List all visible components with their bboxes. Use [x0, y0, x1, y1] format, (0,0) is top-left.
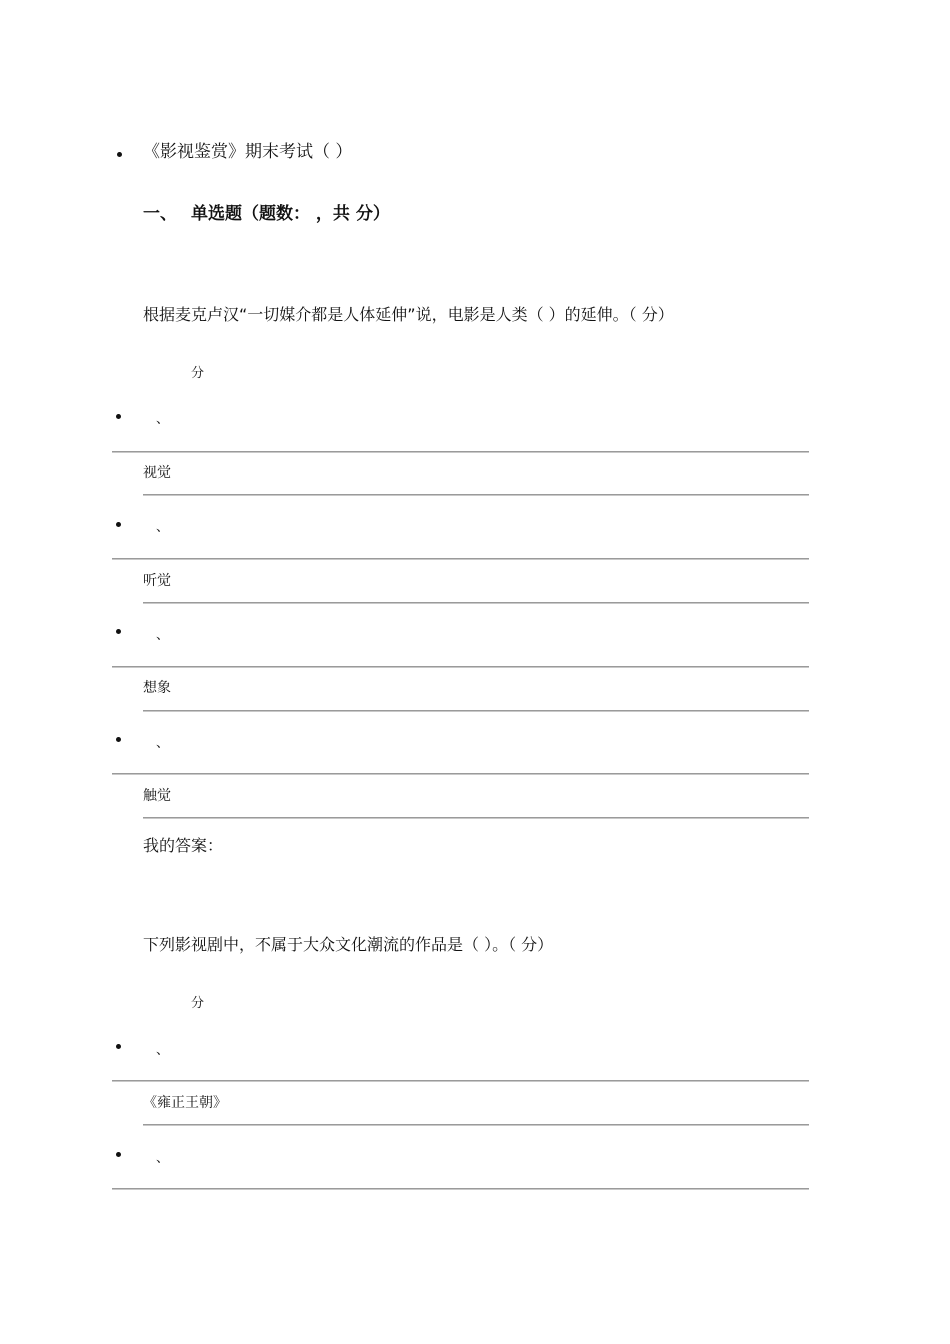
- option-bullet: [116, 1044, 121, 1049]
- option-bullet: [116, 522, 121, 527]
- section-heading: 单选题（题数： ，共 分）: [191, 204, 390, 224]
- question-2-score: 分: [191, 996, 205, 1011]
- option-marker: 、: [156, 628, 170, 643]
- option-text[interactable]: 视觉: [143, 465, 171, 481]
- divider: [143, 710, 809, 712]
- option-marker: 、: [156, 1151, 170, 1166]
- option-text[interactable]: 想象: [143, 680, 171, 696]
- option-text[interactable]: 触觉: [143, 788, 171, 804]
- title-bullet: [117, 152, 122, 157]
- option-text[interactable]: 《雍正王朝》: [143, 1095, 227, 1111]
- answer-label: 我的答案：: [143, 836, 224, 855]
- question-1-text: 根据麦克卢汉“一切媒介都是人体延伸”说，电影是人类（ ）的延伸。（ 分）: [143, 305, 674, 324]
- divider: [112, 666, 809, 668]
- divider: [143, 817, 809, 819]
- option-marker: 、: [156, 736, 170, 751]
- option-marker: 、: [156, 1043, 170, 1058]
- option-bullet: [116, 414, 121, 419]
- option-text[interactable]: 听觉: [143, 573, 171, 589]
- option-marker: 、: [156, 520, 170, 535]
- option-bullet: [116, 629, 121, 634]
- divider: [112, 451, 809, 453]
- option-bullet: [116, 737, 121, 742]
- divider: [112, 1080, 809, 1082]
- divider: [143, 494, 809, 496]
- question-2-text: 下列影视剧中，不属于大众文化潮流的作品是（ ）。（ 分）: [143, 935, 554, 954]
- divider: [112, 1188, 809, 1190]
- divider: [112, 773, 809, 775]
- divider: [143, 1124, 809, 1126]
- divider: [112, 558, 809, 560]
- divider: [143, 602, 809, 604]
- option-marker: 、: [156, 412, 170, 427]
- option-bullet: [116, 1152, 121, 1157]
- section-number: 一、: [143, 204, 177, 224]
- question-1-score: 分: [191, 366, 205, 381]
- page-title: 《影视鉴赏》期末考试（ ）: [143, 142, 353, 162]
